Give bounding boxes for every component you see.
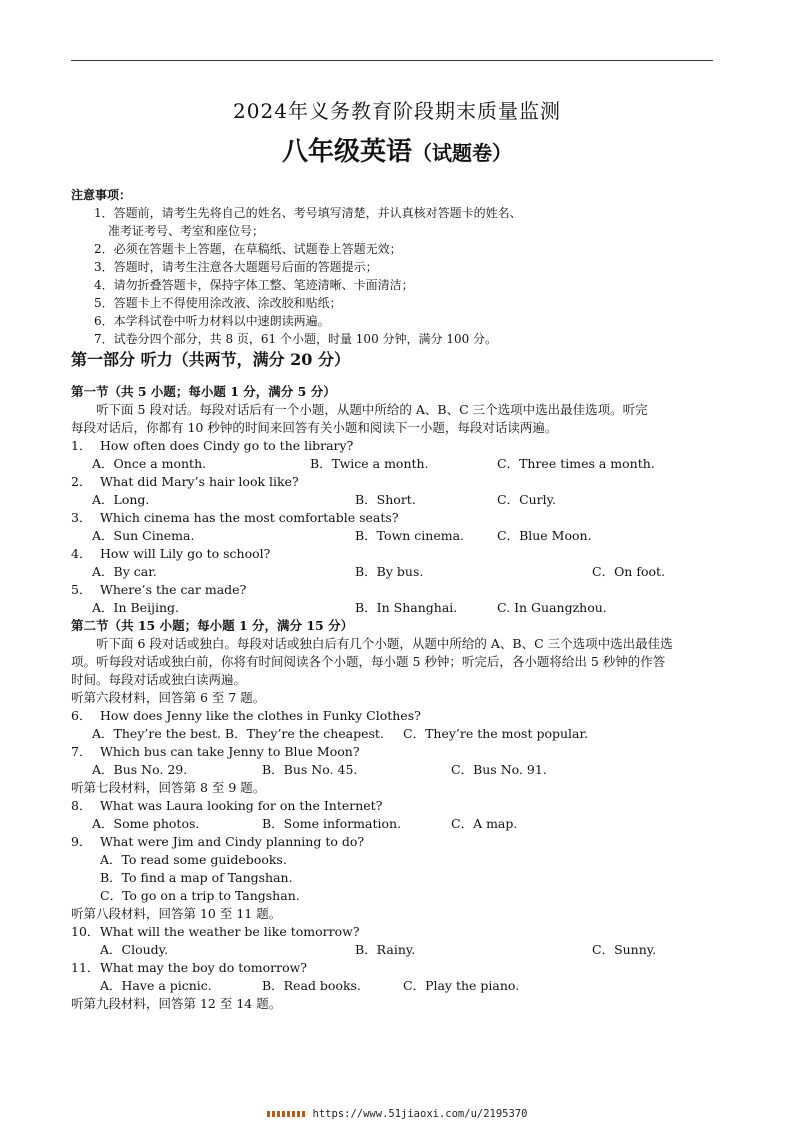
option-a: A．Some photos. [92,816,200,831]
section1-instructions: 听下面 5 段对话。每段对话后有一个小题，从题中所给的 A、B、C 三个选项中选出最佳选项。听完 [96,402,648,417]
option-c: C. In Guangzhou. [497,600,607,615]
watermark-logo-icon [267,1111,307,1117]
paper-title [0,136,794,169]
option-b: B．Town cinema. [355,528,465,543]
question-number: 6． [71,708,92,723]
question-number: 7． [71,744,92,759]
option-ab: A．They’re the best. B．They’re the cheapest. [92,726,384,741]
option-b: B．Read books. [262,978,361,993]
section2-instructions: 项。听每段对话或独白前，你将有时间阅读各个小题，每小题 5 秒钟；听完后，各小题将给出 5 秒钟的作答 [71,654,666,669]
exam-title: 2024年义务教育阶段期末质量监测 [233,99,561,123]
option-c: C．To go on a trip to Tangshan. [100,888,300,903]
option-a: A．In Beijing. [92,600,179,615]
notice-item: 1．答题前，请考生先将自己的姓名、考号填写清楚，并认真核对答题卡的姓名、 [94,206,522,220]
question-text: What were Jim and Cindy planning to do? [100,834,365,849]
option-c: C．Sunny. [592,942,657,957]
question-text: How will Lily go to school? [100,546,271,561]
option-b: B．Twice a month. [310,456,429,471]
option-a: A．Bus No. 29. [92,762,188,777]
question-number: 3． [71,510,92,525]
question-text: How often does Cindy go to the library? [100,438,354,453]
option-a: A．To read some guidebooks. [100,852,287,867]
paper-title-main: 八年级英语 [281,137,412,167]
question-number: 11． [71,960,100,975]
option-b: B．Some information. [262,816,402,831]
section2-instructions: 听下面 6 段对话或独白。每段对话或独白后有几个小题，从题中所给的 A、B、C 三个选项中选出最佳选 [96,636,673,651]
option-c: C．They’re the most popular. [403,726,589,741]
section1-title: 第一节（共 5 小题；每小题 1 分，满分 5 分） [71,384,336,399]
material-heading: 听第六段材料，回答第 6 至 7 题。 [71,690,266,705]
option-c: C．Play the piano. [403,978,520,993]
option-b: B．Bus No. 45. [262,762,358,777]
option-a: A．Once a month. [92,456,207,471]
section2-instructions: 时间。每段对话或独白读两遍。 [71,672,247,687]
part1-title: 第一部分 听力（共两节，满分 20 分） [71,350,350,369]
notice-heading: 注意事项： [71,188,132,202]
option-a: A．Have a picnic. [100,978,212,993]
notice-item: 5．答题卡上不得使用涂改液、涂改胶和贴纸； [94,296,342,310]
section2-title: 第二节（共 15 小题；每小题 1 分，满分 15 分） [71,618,354,633]
question-text: Which cinema has the most comfortable seats? [100,510,399,525]
question-text: Which bus can take Jenny to Blue Moon? [100,744,360,759]
question-number: 10． [71,924,100,939]
option-b: B．In Shanghai. [355,600,458,615]
material-heading: 听第八段材料，回答第 10 至 11 题。 [71,906,282,921]
option-b: B．By bus. [355,564,424,579]
question-number: 9． [71,834,92,849]
question-number: 1． [71,438,92,453]
option-a: A．Sun Cinema. [92,528,195,543]
option-c: C．Blue Moon. [497,528,592,543]
option-b: B．Rainy. [355,942,416,957]
paper-subtitle: （试题卷） [412,141,512,165]
option-c: C．Bus No. 91. [451,762,547,777]
option-b: B．Short. [355,492,416,507]
option-c: C．A map. [451,816,518,831]
question-text: What was Laura looking for on the Internet? [100,798,383,813]
option-c: C．Curly. [497,492,557,507]
footer-watermark [0,1108,794,1120]
notice-item: 4．请勿折叠答题卡，保持字体工整、笔迹清晰、卡面清洁； [94,278,414,292]
question-number: 2． [71,474,92,489]
option-b: B．To find a map of Tangshan. [100,870,293,885]
option-a: A．Cloudy. [100,942,169,957]
option-c: C．On foot. [592,564,666,579]
notice-item: 3．答题时，请考生注意各大题题号后面的答题提示； [94,260,378,274]
footer-url[interactable]: https://www.51jiaoxi.com/u/2195370 [312,1108,528,1120]
question-number: 8． [71,798,92,813]
notice-item: 6．本学科试卷中听力材料以中速朗读两遍。 [94,314,330,328]
question-number: 4． [71,546,92,561]
question-text: What may the boy do tomorrow? [100,960,308,975]
option-a: A．By car. [92,564,157,579]
question-text: What will the weather be like tomorrow? [100,924,360,939]
question-text: What did Mary’s hair look like? [100,474,299,489]
header-rule [71,60,713,61]
notice-item: 7．试卷分四个部分，共 8 页，61 个小题，时量 100 分钟，满分 100 分。 [94,332,498,346]
section1-instructions: 每段对话后，你都有 10 秒钟的时间来回答有关小题和阅读下一小题，每段对话读两遍。 [71,420,558,435]
notice-item: 准考证考号、考室和座位号； [108,224,265,238]
material-heading: 听第七段材料，回答第 8 至 9 题。 [71,780,266,795]
question-number: 5． [71,582,92,597]
option-c: C．Three times a month. [497,456,655,471]
material-heading: 听第九段材料，回答第 12 至 14 题。 [71,996,282,1011]
option-a: A．Long. [92,492,150,507]
notice-item: 2．必须在答题卡上答题，在草稿纸、试题卷上答题无效； [94,242,402,256]
question-text: How does Jenny like the clothes in Funky Clothes? [100,708,421,723]
question-text: Where’s the car made? [100,582,247,597]
